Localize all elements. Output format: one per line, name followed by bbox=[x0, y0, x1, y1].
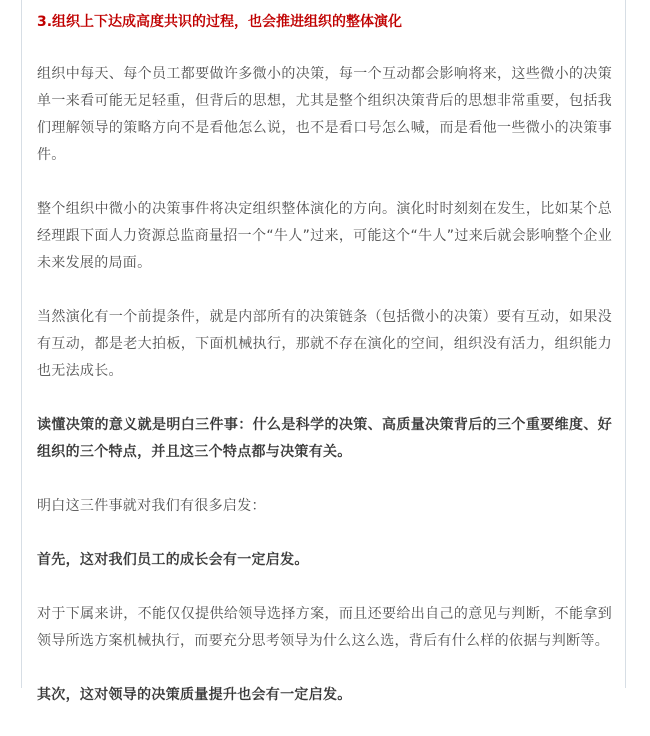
right-border-line bbox=[625, 0, 626, 688]
left-border-line bbox=[21, 0, 22, 688]
paragraph-inspiration-intro: 明白这三件事就对我们有很多启发： bbox=[37, 498, 266, 514]
paragraph-subordinates: 对于下属来讲，不能仅仅提供给领导选择方案，而且还要给出自己的意见与判断，不能拿到领导所选方案机械执行，而要充分思考领导为什么这么选，背后有什么样的依据与判断等。 bbox=[37, 606, 612, 649]
section-title: 3.组织上下达成高度共识的过程，也会推进组织的整体演化 bbox=[37, 14, 403, 30]
paragraph-second-point: 其次，这对领导的决策质量提升也会有一定启发。 bbox=[37, 687, 352, 703]
paragraph-evolution-precondition: 当然演化有一个前提条件，就是内部所有的决策链条（包括微小的决策）要有互动，如果没有互动，都是老大拍板，下面机械执行，那就不存在演化的空间，组织没有活力，组织能力也无法成长。 bbox=[37, 309, 612, 379]
article-body bbox=[37, 10, 612, 736]
paragraph-organization-evolution: 整个组织中微小的决策事件将决定组织整体演化的方向。演化时时刻刻在发生，比如某个总经理跟下面人力资源总监商量招一个“牛人”过来，可能这个“牛人”过来后就会影响整个企业未来发展的局面。 bbox=[37, 201, 612, 271]
paragraph-decision-details: 组织中每天、每个员工都要做许多微小的决策，每一个互动都会影响将来，这些微小的决策单一来看可能无足轻重，但背后的思想，尤其是整个组织决策背后的思想非常重要，包括我们理解领导的策略方向不是看他怎么说，也不是看口号怎么喊，而是看他一些微小的决策事件。 bbox=[37, 66, 612, 163]
paragraph-first-point: 首先，这对我们员工的成长会有一定启发。 bbox=[37, 552, 309, 568]
paragraph-three-things: 读懂决策的意义就是明白三件事：什么是科学的决策、高质量决策背后的三个重要维度、好组织的三个特点，并且这三个特点都与决策有关。 bbox=[37, 417, 612, 460]
